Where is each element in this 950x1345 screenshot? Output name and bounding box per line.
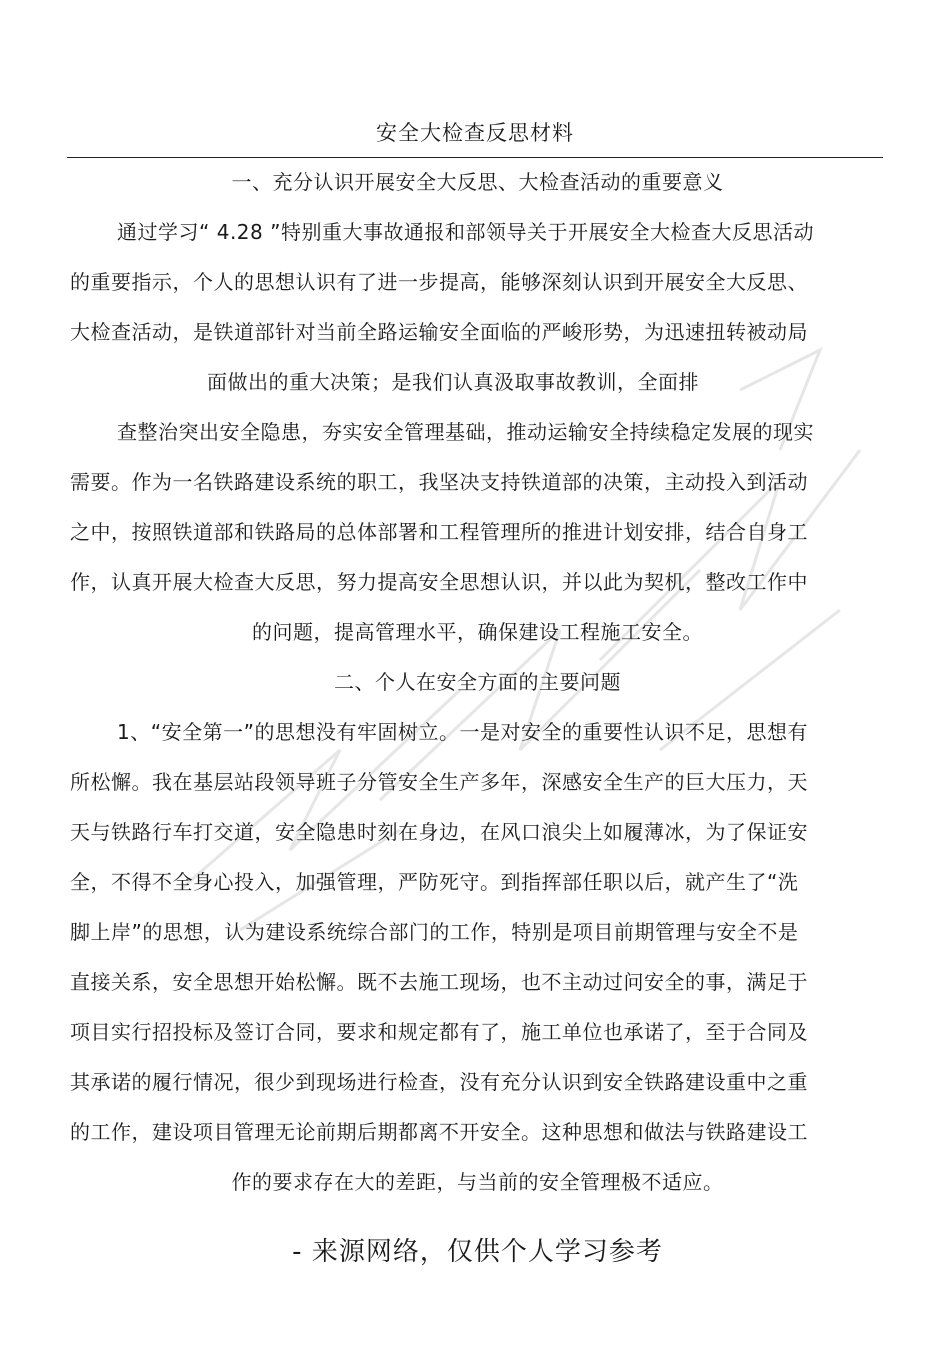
- title-divider: [67, 157, 883, 158]
- paragraph-line: 的重要指示，个人的思想认识有了进一步提高，能够深刻认识到开展安全大反思、: [70, 270, 808, 294]
- paragraph-line: 通过学习“ 4.28 ”特别重大事故通报和部领导关于开展安全大检查大反思活动: [117, 220, 814, 244]
- paragraph-line: 项目实行招投标及签订合同，要求和规定都有了，施工单位也承诺了，至于合同及: [70, 1020, 808, 1044]
- paragraph-line: 直接关系，安全思想开始松懈。既不去施工现场，也不主动过问安全的事，满足于: [70, 970, 808, 994]
- paragraph-line: 大检查活动，是铁道部针对当前全路运输安全面临的严峻形势，为迅速扭转被动局: [70, 320, 808, 344]
- paragraph-line: 全，不得不全身心投入，加强管理，严防死守。到指挥部任职以后，就产生了“洗: [70, 870, 799, 894]
- paragraph-line: 脚上岸”的思想，认为建设系统综合部门的工作，特别是项目前期管理与安全不是: [70, 920, 799, 944]
- section-heading-2: 二、个人在安全方面的主要问题: [334, 670, 621, 694]
- paragraph-line: 的问题，提高管理水平，确保建设工程施工安全。: [252, 620, 703, 644]
- paragraph-line: 之中，按照铁道部和铁路局的总体部署和工程管理所的推进计划安排，结合自身工: [70, 520, 808, 544]
- paragraph-line: 天与铁路行车打交道，安全隐患时刻在身边，在风口浪尖上如履薄冰，为了保证安: [70, 820, 808, 844]
- paragraph-line: 需要。作为一名铁路建设系统的职工，我坚决支持铁道部的决策，主动投入到活动: [70, 470, 808, 494]
- paragraph-line: 作的要求存在大的差距，与当前的安全管理极不适应。: [231, 1170, 724, 1194]
- paragraph-line: 其承诺的履行情况，很少到现场进行检查，没有充分认识到安全铁路建设重中之重: [70, 1070, 808, 1094]
- section-heading-1: 一、充分认识开展安全大反思、大检查活动的重要意义: [231, 170, 724, 194]
- document-title: 安全大检查反思材料: [376, 121, 574, 145]
- footer-note: - 来源网络，仅供个人学习参考: [292, 1237, 663, 1267]
- paragraph-line: 作，认真开展大检查大反思，努力提高安全思想认识，并以此为契机，整改工作中: [70, 570, 808, 594]
- paragraph-line: 所松懈。我在基层站段领导班子分管安全生产多年，深感安全生产的巨大压力，天: [70, 770, 808, 794]
- paragraph-line: 面做出的重大决策；是我们认真汲取事故教训，全面排: [207, 370, 699, 394]
- paragraph-line: 1、“安全第一”的思想没有牢固树立。一是对安全的重要性认识不足，思想有: [117, 720, 808, 744]
- paragraph-line: 查整治突出安全隐患，夯实安全管理基础，推动运输安全持续稳定发展的现实: [117, 420, 814, 444]
- paragraph-line: 的工作，建设项目管理无论前期后期都离不开安全。这种思想和做法与铁路建设工: [70, 1120, 808, 1144]
